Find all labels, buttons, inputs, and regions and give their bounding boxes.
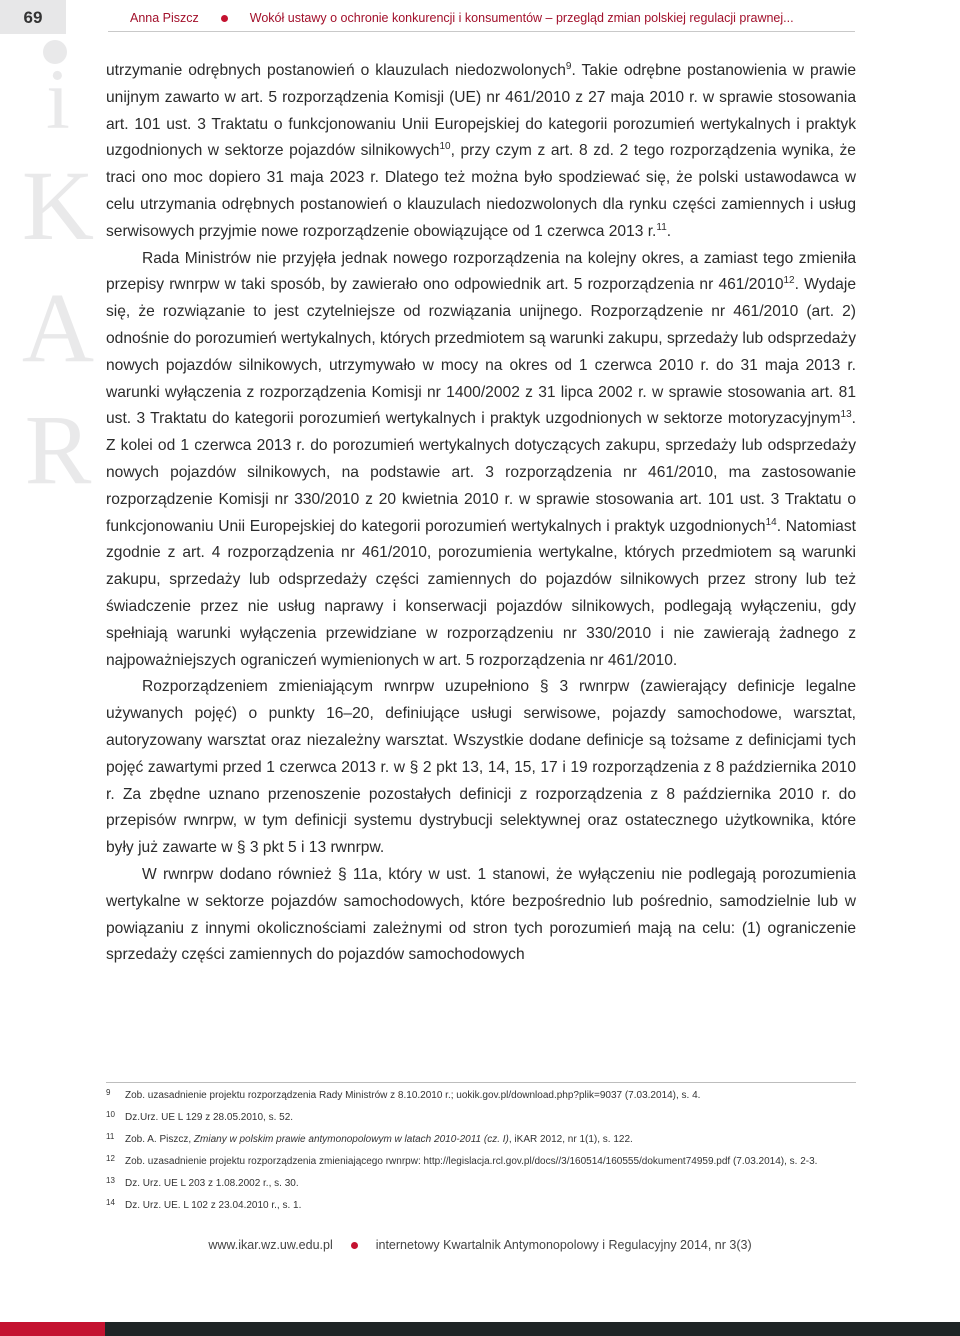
footnote-ref-13[interactable]: 13 xyxy=(840,409,852,421)
footnote-ref-14[interactable]: 14 xyxy=(765,516,777,528)
footnote-12: 12 Zob. uzasadnienie projektu rozporządzenia zmieniającego rwnrpw: http://legislacja.rcl.gov.pl/docs//3/160514/160555/dokument74959.pdf (7.03.2014), s. 2-3. xyxy=(106,1154,818,1167)
footnote-10: 10 Dz.Urz. UE L 129 z 28.05.2010, s. 52. xyxy=(106,1110,294,1123)
footnote-14: 14 Dz. Urz. UE. L 102 z 23.04.2010 r., s. 1. xyxy=(106,1198,302,1211)
page-number: 69 xyxy=(0,0,66,34)
logo-letter-a: A xyxy=(21,272,95,383)
footnote-ref-10[interactable]: 10 xyxy=(439,141,451,153)
running-header xyxy=(130,11,855,25)
paragraph-1: utrzymanie odrębnych postanowień o klauzulach niedozwolonych$^9$. Takie odrębne postanowienia w prawie unijnym zawarto w art. 5 rozporządzenia Komisji (UE) nr 461/2010 z 27 maja 2010 r. w sprawie stosowania art. 101 ust. 3 Traktatu o funkcjonowaniu Unii Europejskiej do kategorii porozumień wertykalnych i praktyk uzgodnionych w sektorze pojazdów silnikowych$^{10}$, przy czym z art. 8 zd. 2 tego rozporządzenia wynika, że traci ono moc dopiero 31 maja 2023 r. Dlatego też można było spodziewać się, że polski ustawodawca w celu utrzymania odrębnych postanowień o klauzulach niedozwolonych dla rynku części zamiennych i usług serwisowych przyjmie nowe rozporządzenie obowiązujące od 1 czerwca 2013 r.$^{11}$. xyxy=(106,61,856,240)
logo-letter-k: K xyxy=(21,150,95,261)
footnotes xyxy=(106,1086,856,1218)
paragraph-2: Rada Ministrów nie przyjęła jednak nowego rozporządzenia na kolejny okres, a zamiast tego zmieniła przepisy rwnrpw w taki sposób, by zawierało ono odpowiednik art. 5 rozporządzenia nr 461/2010$^{12}$. Wydaje się, że rozwiązanie to jest czytelniejsze od rozwiązania unijnego. Rozporządzenie nr 461/2010 (art. 2) odnośnie do porozumień wertykalnych, których przedmiotem są warunki zakupu, sprzedaży lub odsprzedaży nowych pojazdów silnikowych, utrzymywało w mocy na okres od 1 czerwca 2010 r. do 31 maja 2013 r. warunki wyłączenia z rozporządzenia Komisji nr 1400/2002 z 31 lipca 2002 r. w sprawie stosowania art. 81 ust. 3 Traktatu do kategorii porozumień wertykalnych i praktyk uzgodnionych w sektorze motoryzacyjnym$^{13}$. Z kolei od 1 czerwca 2013 r. do porozumień wertykalnych dotyczących zakupu, sprzedaży lub odsprzedaży nowych pojazdów silnikowych, na podstawie art. 3 rozporządzenia nr 461/2010, ma zastosowanie rozporządzenie Komisji nr 330/2010 z 20 kwietnia 2010 r. w sprawie stosowania art. 101 ust. 3 Traktatu o funkcjonowaniu Unii Europejskiej do kategorii porozumień wertykalnych i praktyk uzgodnionych$^{14}$. Natomiast zgodnie z art. 4 rozporządzenia nr 461/2010, porozumienia wertykalne, których przedmiotem są warunki zakupu, sprzedaży lub odsprzedaży części zamiennych do pojazdów silnikowych przez strony lub też świadczenie przez nie usług naprawy i konserwacji pojazdów silnikowych, podlegają wyłączeniu, gdy spełniają warunki wyłączenia przewidziane w rozporządzeniu nr 330/2010 i nie zawierają żadnego z najpoważniejszych ograniczeń wymienionych w art. 5 rozporządzenia nr 461/2010. xyxy=(106,249,856,669)
footnote-ref-9[interactable]: 9 xyxy=(565,61,572,72)
footnote-link[interactable]: Zob. uzasadnienie projektu rozporządzenia zmieniającego rwnrpw: http://legislacja.rcl.gov.pl/docs//3/160514/160555/dokument74959.pdf (7.03.2014), s. 2-3. xyxy=(125,1156,818,1167)
footer-bullet xyxy=(351,1242,358,1249)
logo-letter-r: R xyxy=(24,394,92,505)
ikar-logo xyxy=(18,40,98,505)
footer-bar-accent xyxy=(0,1322,105,1336)
header-title: Wokół ustawy o ochronie konkurencji i konsumentów – przegląd zmian polskiej regulacji prawnej... xyxy=(249,11,794,25)
header-bullet xyxy=(221,15,228,22)
page-footer xyxy=(0,1238,960,1252)
paragraph-3: Rozporządzeniem zmieniającym rwnrpw uzupełniono § 3 rwnrpw (zawierający definicje legalne używanych pojęć) o punkty 16–20, definiujące usługi serwisowe, pojazdy samochodowe, warsztat, autoryzowany warsztat oraz niezależny warsztat. Wszystkie dodane definicje są tożsame z definicjami tych pojęć zawartymi przed 1 czerwca 2013 r. w § 2 pkt 13, 14, 15, 17 i 19 rozporządzenia z 8 października 2010 r. Za zbędne uznano przenoszenie pozostałych definicji z rozporządzenia z 8 października 2010 r. do przepisów rwnrpw, w tym definicji systemu dystrybucji selektywnej oraz ostatecznego użytkownika, które były już zawarte w § 3 pkt 5 i 13 rwnrpw. xyxy=(106,678,856,857)
logo-letter-i: i xyxy=(46,51,70,147)
footnote-13: 13 Dz. Urz. UE L 203 z 1.08.2002 r., s. 30. xyxy=(106,1176,299,1189)
footnote-divider xyxy=(106,1082,856,1083)
footer-url[interactable]: www.ikar.wz.uw.edu.pl xyxy=(208,1238,333,1252)
footer-journal: internetowy Kwartalnik Antymonopolowy i Regulacyjny 2014, nr 3(3) xyxy=(375,1238,752,1252)
footnote-ref-11[interactable]: 11 xyxy=(656,221,667,233)
footer-bar xyxy=(105,1322,960,1336)
footnote-ref-12[interactable]: 12 xyxy=(783,275,795,287)
header-divider xyxy=(108,31,855,32)
footnote-9: 9 Zob. uzasadnienie projektu rozporządzenia Rady Ministrów z 8.10.2010 r.; uokik.gov.pl/download.php?plik=9037 (7.03.2014), s. 4. xyxy=(106,1088,701,1101)
footnote-11: 11 Zob. A. Piszcz, Zmiany w polskim prawie antymonopolowym w latach 2010-2011 (cz. I), iKAR 2012, nr 1(1), s. 122. xyxy=(106,1132,633,1145)
paragraph-4: W rwnrpw dodano również § 11a, który w ust. 1 stanowi, że wyłączeniu nie podlegają porozumienia wertykalne w sektorze pojazdów samochodowych, które bezpośrednio lub pośrednio, samodzielnie lub w powiązaniu z innymi okolicznościami zależnymi od stron tych porozumień mają na celu: (1) ograniczenie sprzedaży części zamiennych do pojazdów samochodowych xyxy=(106,865,856,964)
article-body xyxy=(106,58,856,969)
header-author: Anna Piszcz xyxy=(130,11,199,25)
